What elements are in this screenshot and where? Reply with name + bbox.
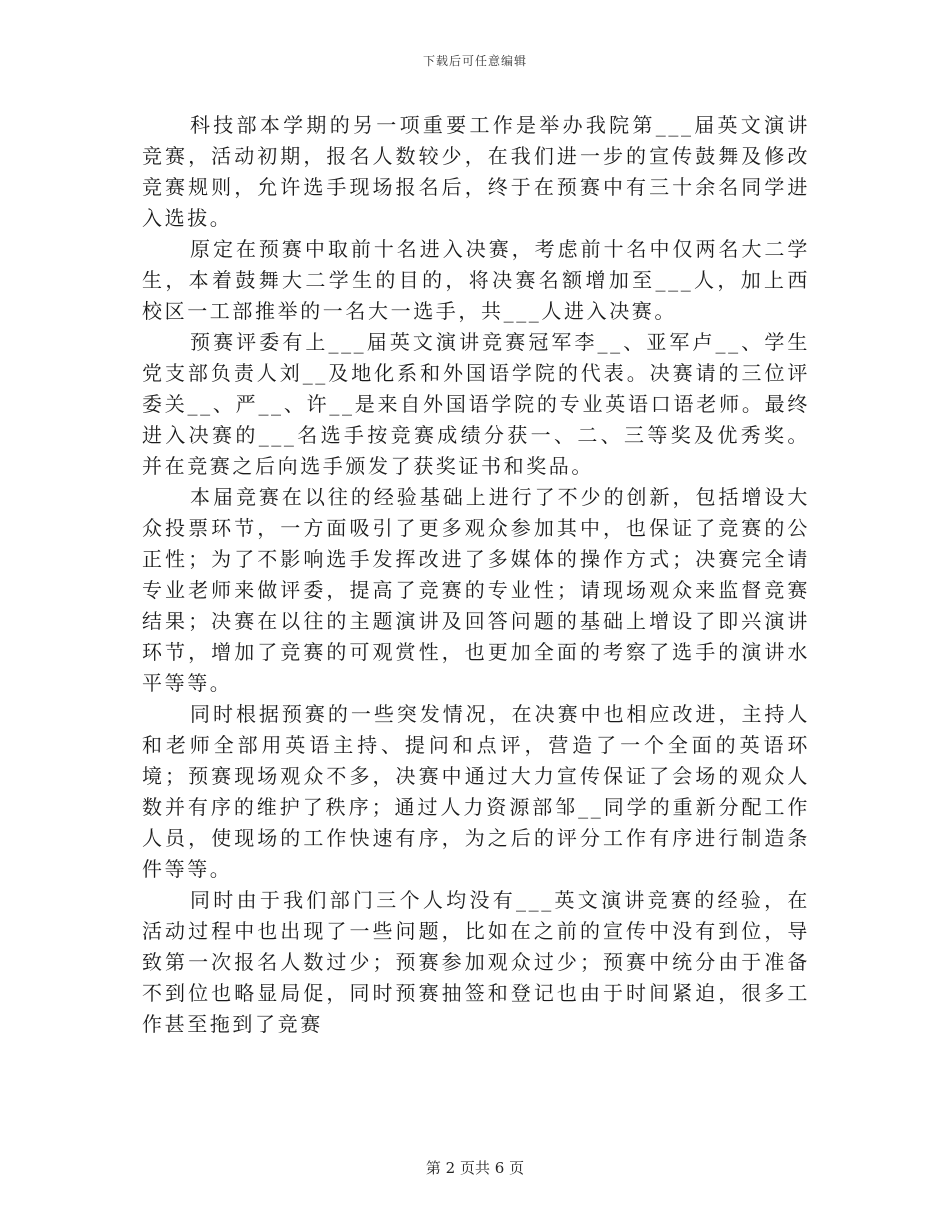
document-body <box>142 110 810 1040</box>
paragraph-4: 本届竞赛在以往的经验基础上进行了不少的创新，包括增设大众投票环节，一方面吸引了更多观众参加其中，也保证了竞赛的公正性；为了不影响选手发挥改进了多媒体的操作方式；决赛完全请专业老师来做评委，提高了竞赛的专业性；请现场观众来监督竞赛结果；决赛在以往的主题演讲及回答问题的基础上增设了即兴演讲环节，增加了竞赛的可观赏性，也更加全面的考察了选手的演讲水平等等。 <box>142 485 810 695</box>
paragraph-5: 同时根据预赛的一些突发情况，在决赛中也相应改进，主持人和老师全部用英语主持、提问和点评，营造了一个全面的英语环境；预赛现场观众不多，决赛中通过大力宣传保证了会场的观众人数并有序的维护了秩序；通过人力资源部邹__同学的重新分配工作人员，使现场的工作快速有序，为之后的评分工作有序进行制造条件等等。 <box>142 702 810 881</box>
page-header: 下载后可任意编辑 <box>422 54 527 68</box>
paragraph-2: 原定在预赛中取前十名进入决赛，考虑前十名中仅两名大二学生，本着鼓舞大二学生的目的，将决赛名额增加至___人，加上西校区一工部推举的一名大一选手，共___人进入决赛。 <box>142 237 810 323</box>
paragraph-3: 预赛评委有上___届英文演讲竞赛冠军李__、亚军卢__、学生党支部负责人刘__及地化系和外国语学院的代表。决赛请的三位评委关__、严__、许__是来自外国语学院的专业英语口语老师。最终进入决赛的___名选手按竞赛成绩分获一、二、三等奖及优秀奖。并在竞赛之后向选手颁发了获奖证书和奖品。 <box>142 330 810 478</box>
paragraph-6: 同时由于我们部门三个人均没有___英文演讲竞赛的经验，在活动过程中也出现了一些问题，比如在之前的宣传中没有到位，导致第一次报名人数过少；预赛参加观众过少；预赛中统分由于准备不到位也略显局促，同时预赛抽签和登记也由于时间紧迫，很多工作甚至拖到了竞赛 <box>142 888 810 1036</box>
paragraph-1: 科技部本学期的另一项重要工作是举办我院第___届英文演讲竞赛，活动初期，报名人数较少，在我们进一步的宣传鼓舞及修改竞赛规则，允许选手现场报名后，终于在预赛中有三十余名同学进入选拔。 <box>142 113 810 230</box>
page-number: 第 2 页共 6 页 <box>425 1159 525 1177</box>
